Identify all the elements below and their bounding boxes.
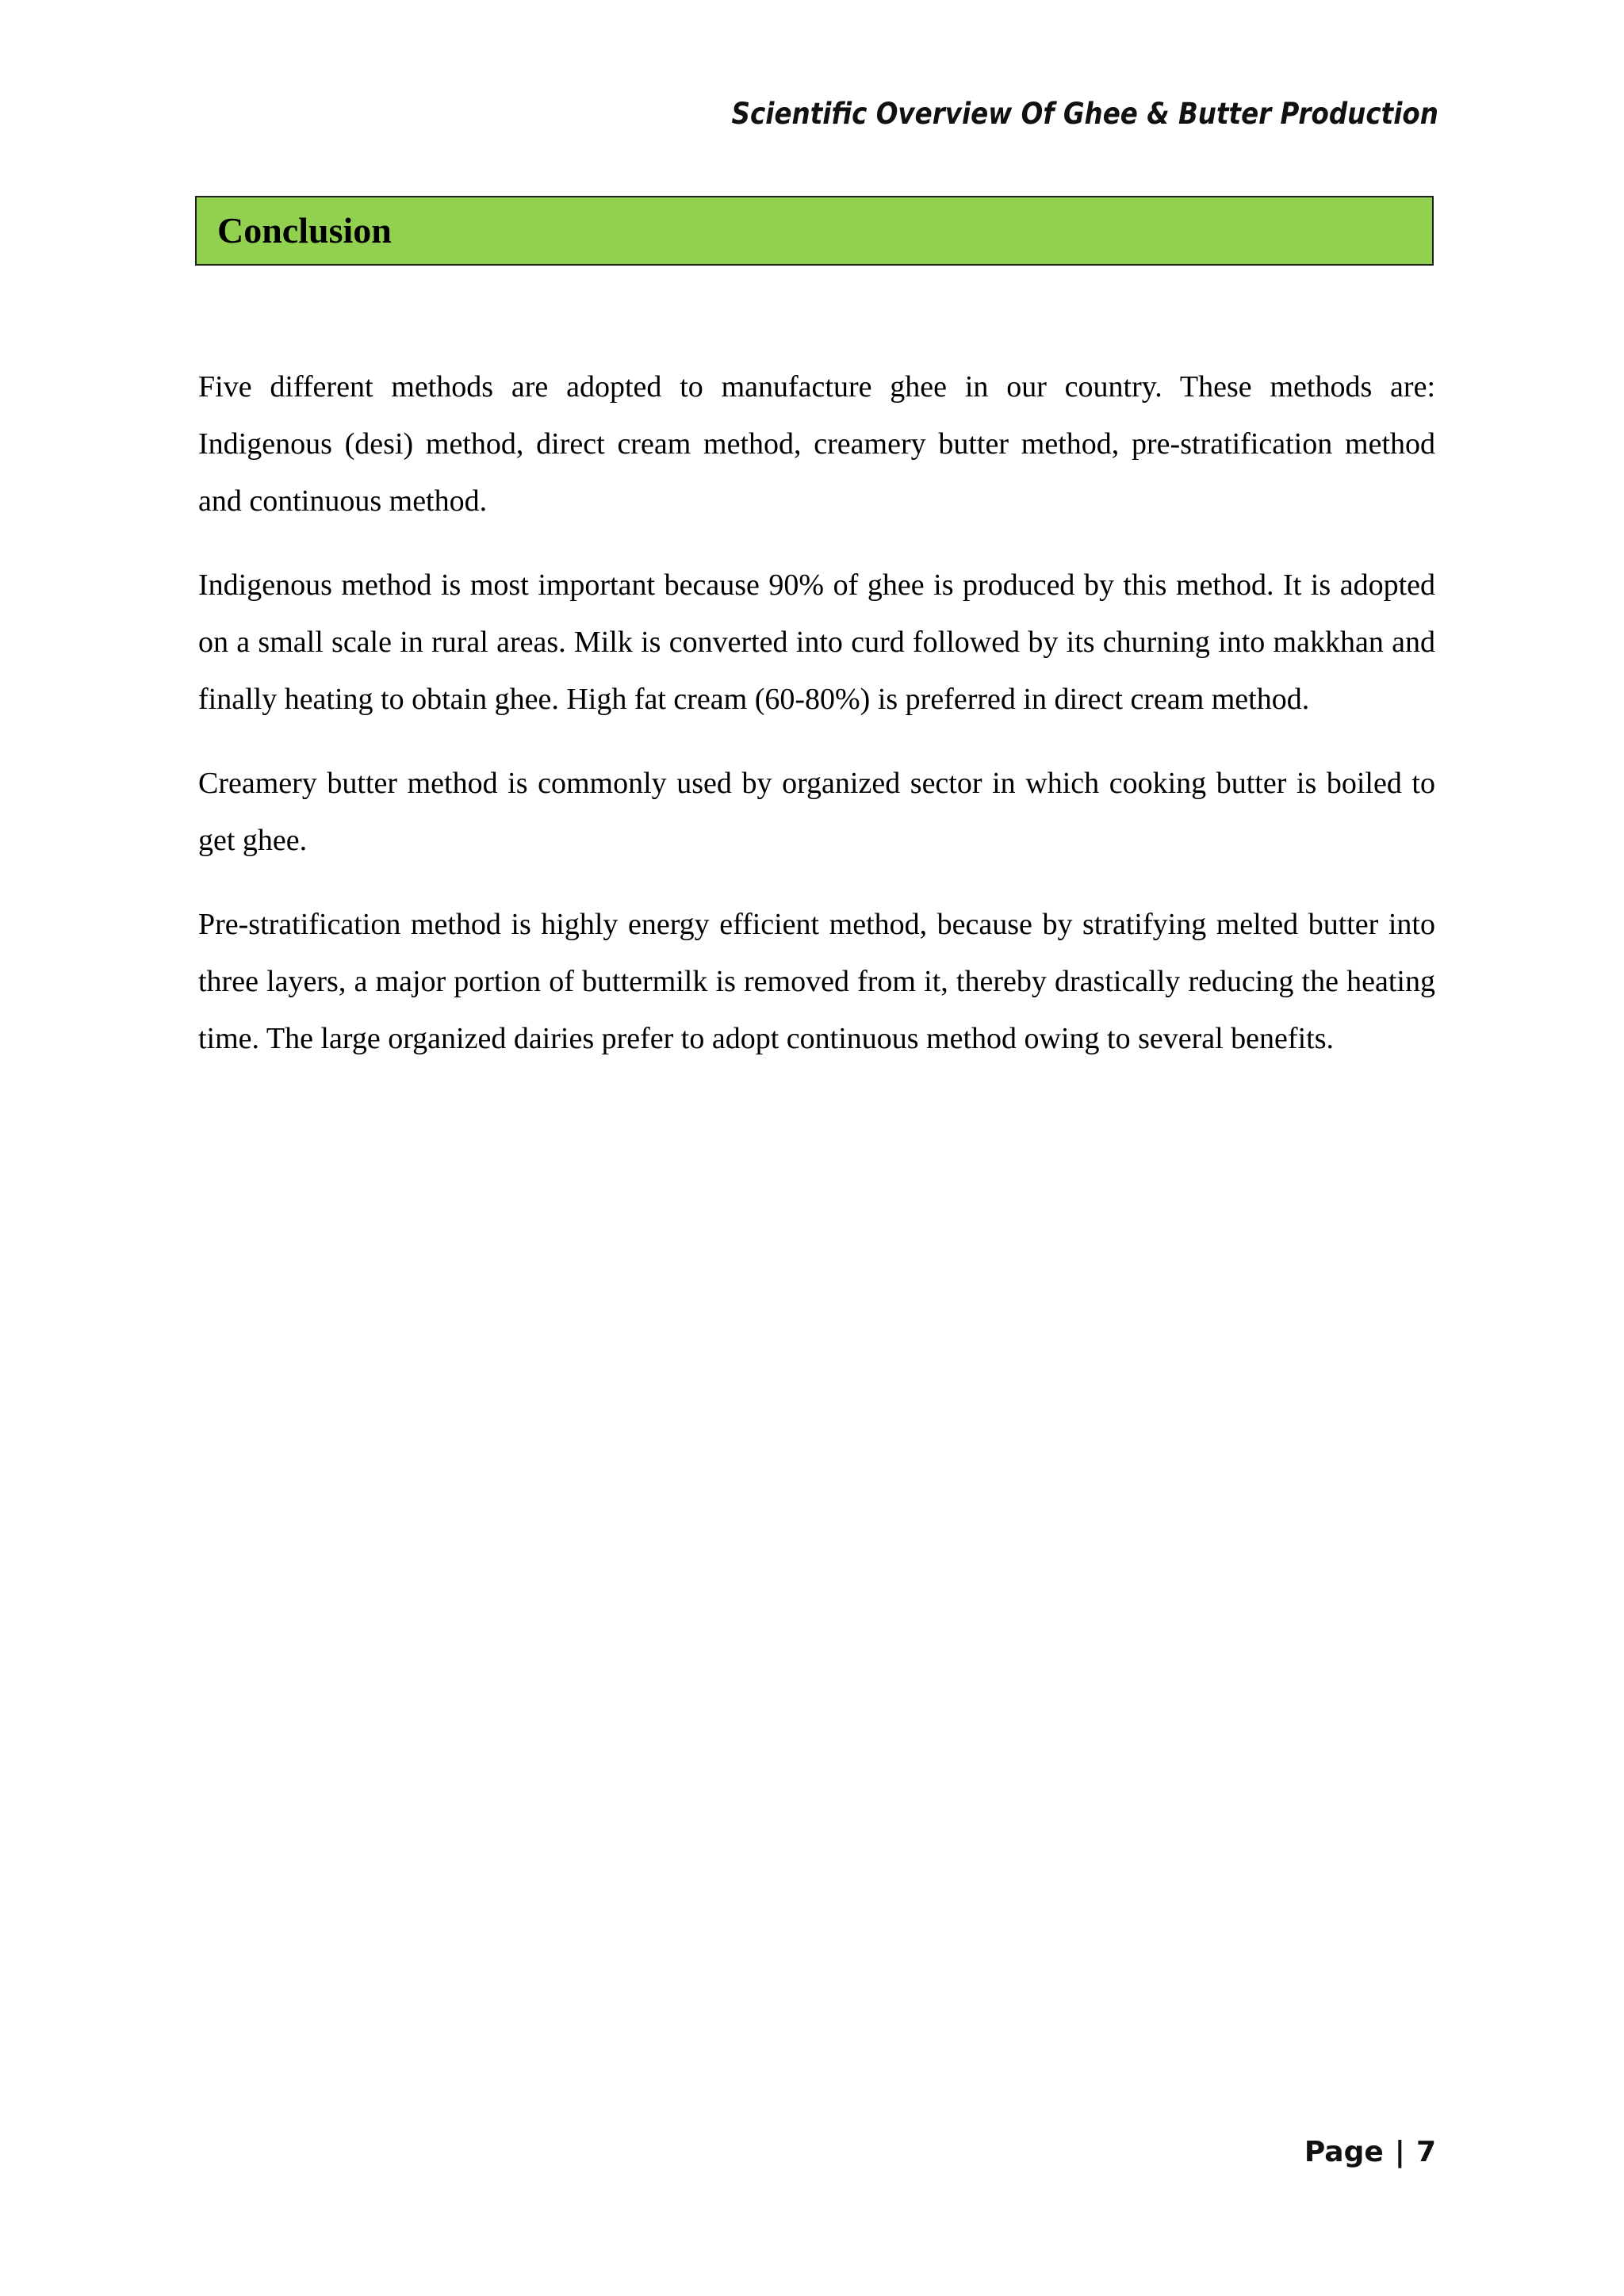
section-heading-banner: [195, 196, 1434, 266]
paragraph-creamery-butter-method: Creamery butter method is commonly used by organized sector in which cooking butter is boiled to get ghee.: [198, 767, 1435, 857]
page-separator: |: [1394, 2136, 1405, 2168]
running-header-title: Scientific Overview Of Ghee & Butter Production: [731, 97, 1438, 131]
page-footer: [1304, 2136, 1436, 2168]
body-text: [198, 358, 1435, 1094]
page-number: 7: [1415, 2136, 1436, 2168]
paragraph-methods-overview: Five different methods are adopted to manufacture ghee in our country. These methods are: Indigenous (desi) method, direct cream method, creamery butter method, pre-stratification method and continuous method.: [198, 370, 1435, 518]
paragraph-indigenous-method: Indigenous method is most important because 90% of ghee is produced by this method. It is adopted on a small scale in rural areas. Milk is converted into curd followed by its churning into makkhan and finally heating to obtain ghee. High fat cream (60-80%) is preferred in direct cream method.: [198, 568, 1435, 716]
paragraph-pre-stratification-method: Pre-stratification method is highly energy efficient method, because by stratifying melted butter into three layers, a major portion of buttermilk is removed from it, thereby drastically reducing the heating time. The large organized dairies prefer to adopt continuous method owing to several benefits.: [198, 908, 1435, 1055]
page-label: Page: [1304, 2136, 1384, 2168]
section-title: Conclusion: [217, 210, 392, 251]
